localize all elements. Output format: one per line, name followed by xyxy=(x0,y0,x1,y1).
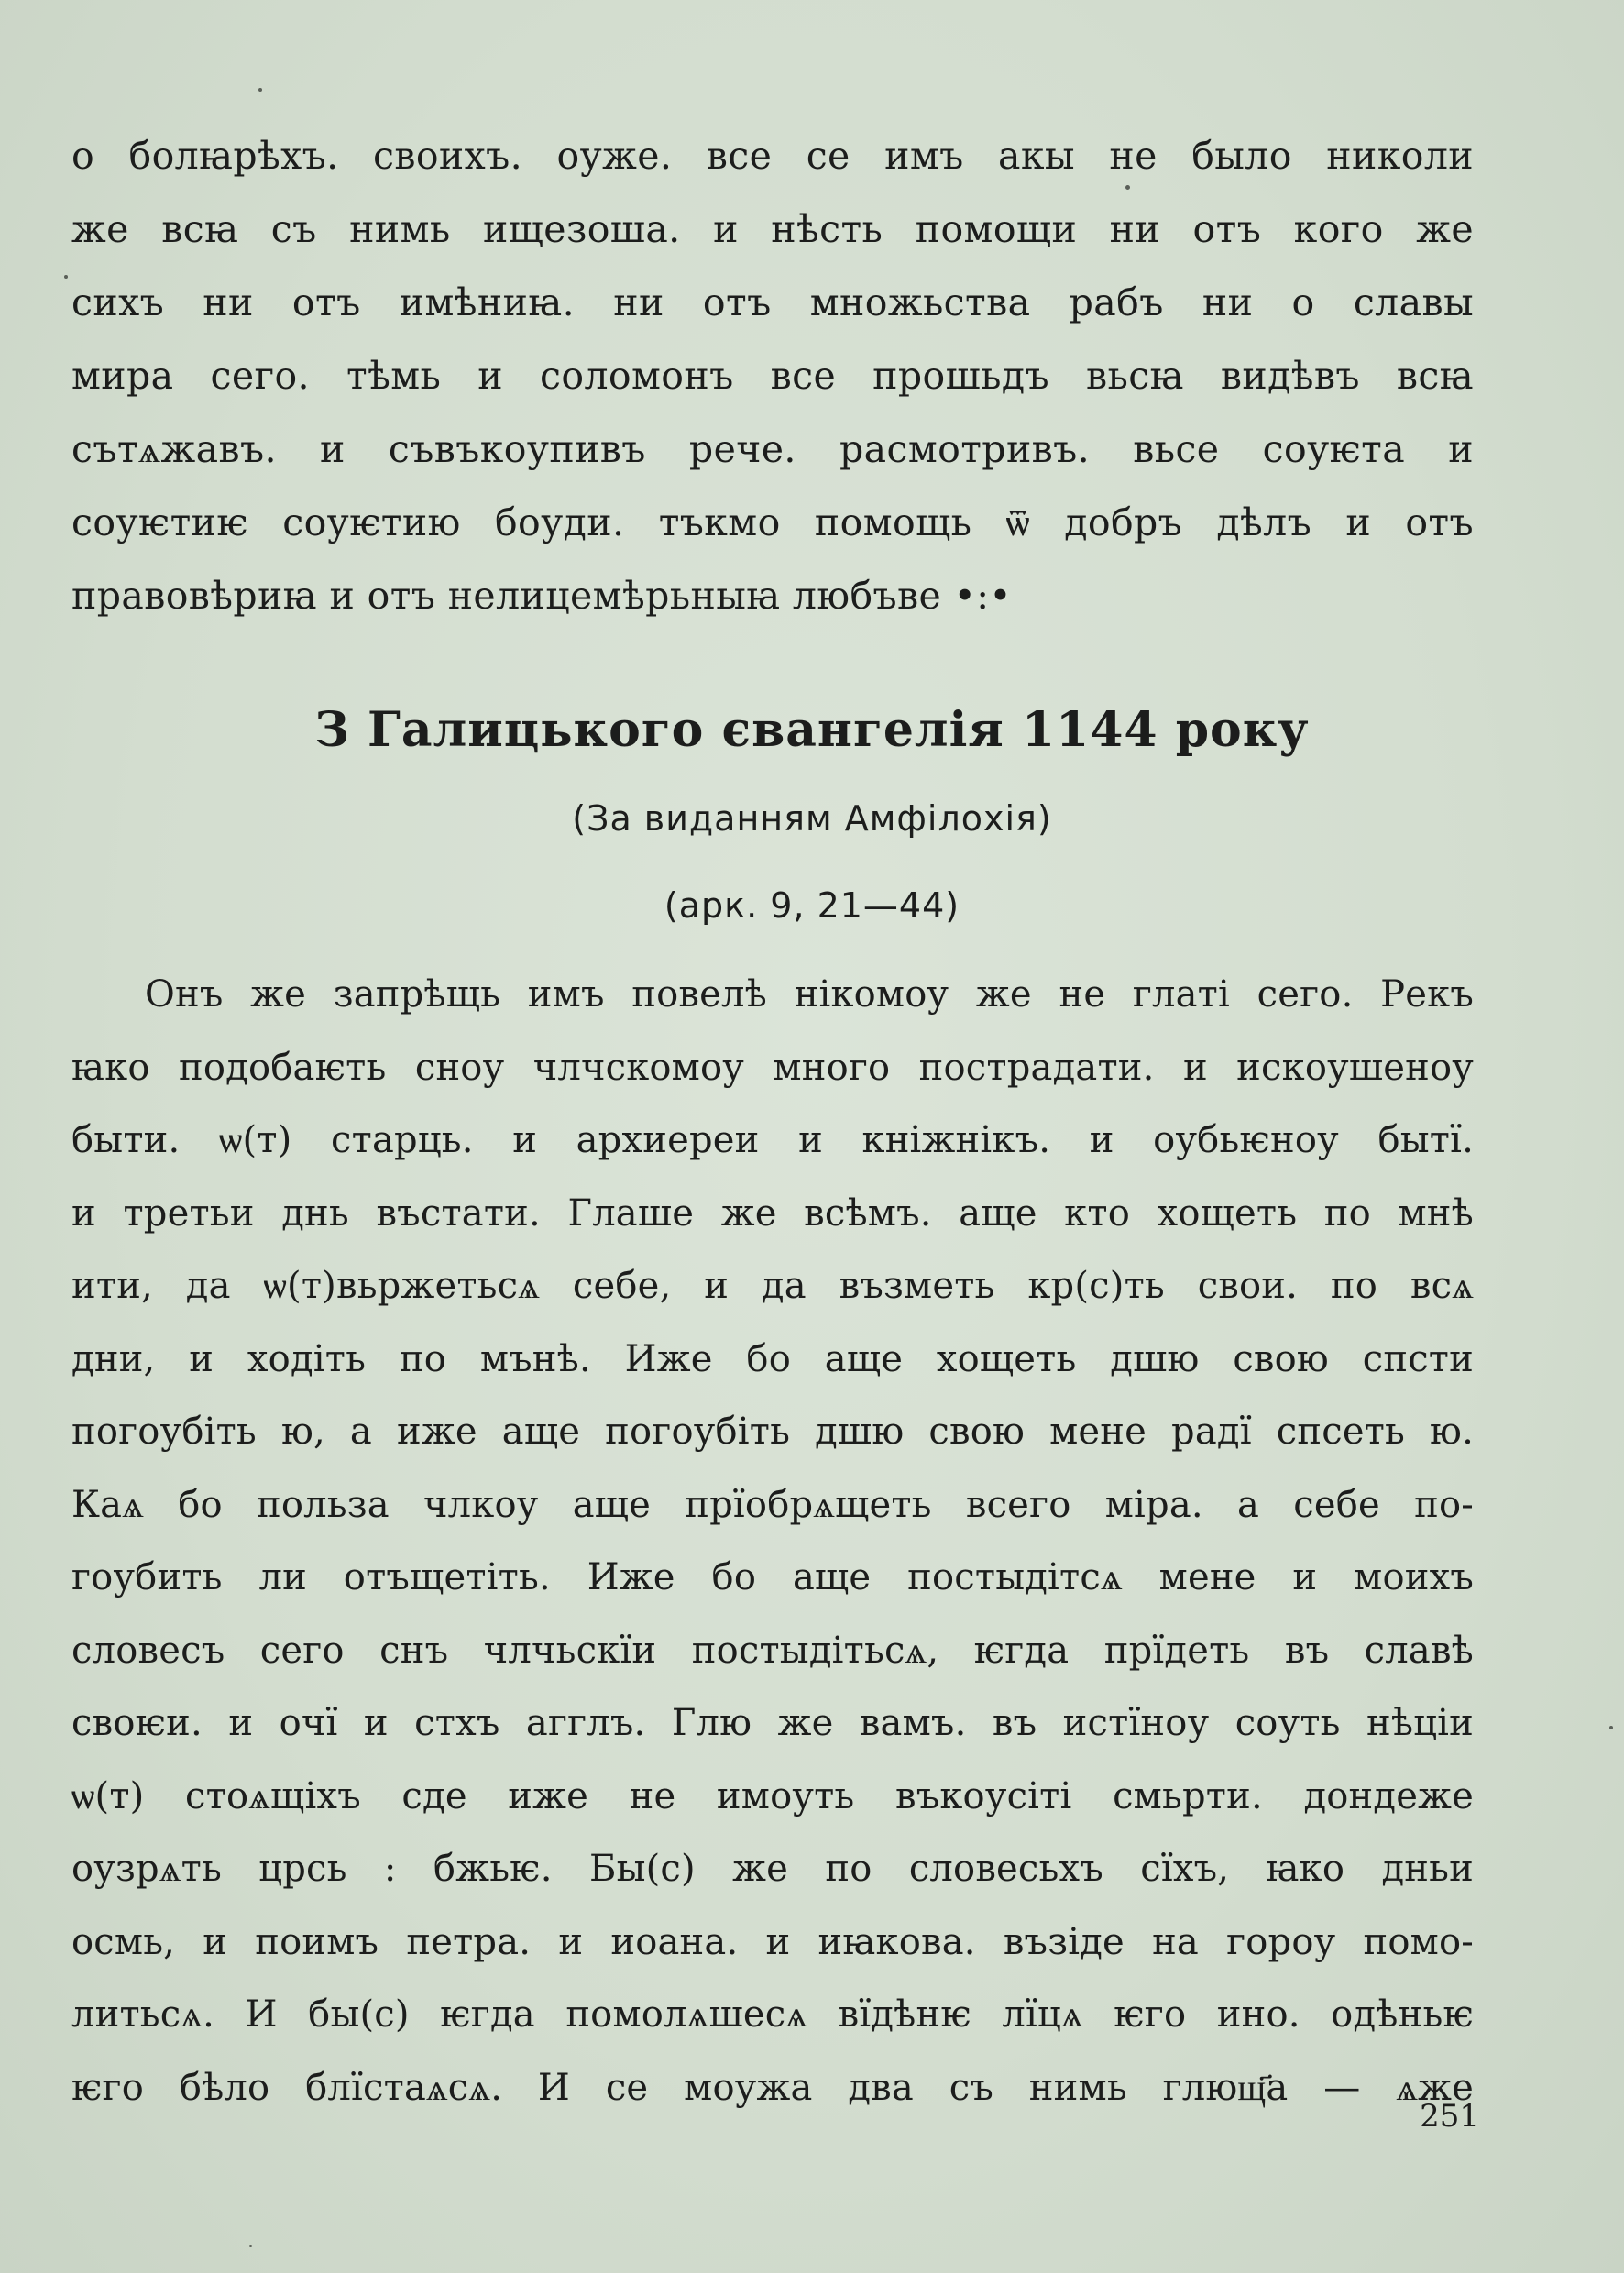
section-reference: (арк. 9, 21—44) xyxy=(664,885,960,926)
text-line: осмь, и поимъ петра. и иоана. и иꙗкова. възіде на гороу помо- xyxy=(71,1920,1474,1963)
text-line: Каѧ бо польза члкоу аще прїобрѧщеть всего міра. а себе по- xyxy=(71,1483,1474,1526)
text-line: ити, да ѡ(т)вьржетьсѧ себе, и да възметь кр(с)ть свои. по всѧ xyxy=(71,1265,1474,1307)
text-line: быти. ѡ(т) старць. и архиереи и кніжнікъ. и оубьѥноу бытї. xyxy=(71,1119,1474,1161)
text-line: ꙗко подобаѥть сноу члчскомоу много пострадати. и искоушеноу xyxy=(71,1046,1474,1089)
text-line: сихъ ни отъ имѣниꙗ. ни отъ множьства рабъ ни о славы xyxy=(71,280,1474,324)
text-line: гоубить ли отъщетіть. Иже бо аще постыдітсѧ мене и моихъ xyxy=(71,1556,1474,1598)
text-line: правовѣриꙗ и отъ нелицемѣрьныꙗ любъве •:• xyxy=(71,574,1012,618)
page-number: 251 xyxy=(1420,2098,1479,2135)
section-subtitle: (За виданням Амфілохія) xyxy=(572,798,1052,839)
paper-speck xyxy=(258,88,262,92)
paper-speck xyxy=(64,275,68,279)
text-line: оузрѧть црсь : бжьѥ. Бы(с) же по словесьхъ сїхъ, ꙗко дньи xyxy=(71,1848,1474,1890)
main-paragraph xyxy=(71,959,1474,2125)
text-line: мира сего. тѣмь и соломонъ все прошьдъ вьсꙗ видѣвъ всꙗ xyxy=(71,354,1474,398)
text-line: дни, и ходіть по мънѣ. Иже бо аще хощеть дшю свою спсти xyxy=(71,1337,1474,1380)
text-line: сътѧжавъ. и съвъкоупивъ рече. расмотривъ. вьсе соуѥта и xyxy=(71,427,1474,471)
section-title: З Галицького євангелія 1144 року xyxy=(314,702,1310,758)
text-line: словесъ сего снъ члчьскїи постыдітьсѧ, ѥгда прїдеть въ славѣ xyxy=(71,1629,1474,1672)
text-line: литьсѧ. И бы(с) ѥгда помолѧшесѧ вїдѣнѥ лїцѧ ѥго ино. одѣньѥ xyxy=(71,1993,1474,2036)
paper-speck xyxy=(1609,1726,1613,1729)
paper-speck xyxy=(1125,185,1130,190)
text-line: ѡ(т) стоѧщіхъ сде иже не имоуть въкоусіті смьрти. дондеже xyxy=(71,1774,1474,1817)
text-line: и третьи днь въстати. Глаше же всѣмъ. аще кто хощеть по мнѣ xyxy=(71,1191,1474,1235)
text-line: соуѥтиѥ соуѥтию боуди. тъкмо помощь ѿ добръ дѣлъ и отъ xyxy=(71,500,1474,544)
text-line: погоубіть ю, а иже аще погоубіть дшю свою мене радї спсеть ю. xyxy=(71,1411,1474,1453)
text-line: же всꙗ съ нимь ищезоша. и нѣсть помощи ни отъ кого же xyxy=(71,207,1474,251)
paper-speck xyxy=(249,2245,252,2247)
text-line: о болꙗрѣхъ. своихъ. оуже. все се имъ акы не было николи xyxy=(71,134,1474,178)
text-line: Онъ же запрѣщь имъ повелѣ нікомоу же не глаті сего. Рекъ xyxy=(145,973,1474,1016)
text-line: своѥи. и очї и стхъ агглъ. Глю же вамъ. въ истїноу соуть нѣціи xyxy=(71,1702,1474,1744)
text-line: ѥго бѣло блїстаѧсѧ. И се моужа два съ нимь глющ҃а — ѧже xyxy=(71,2066,1474,2109)
top-paragraph xyxy=(71,119,1474,632)
